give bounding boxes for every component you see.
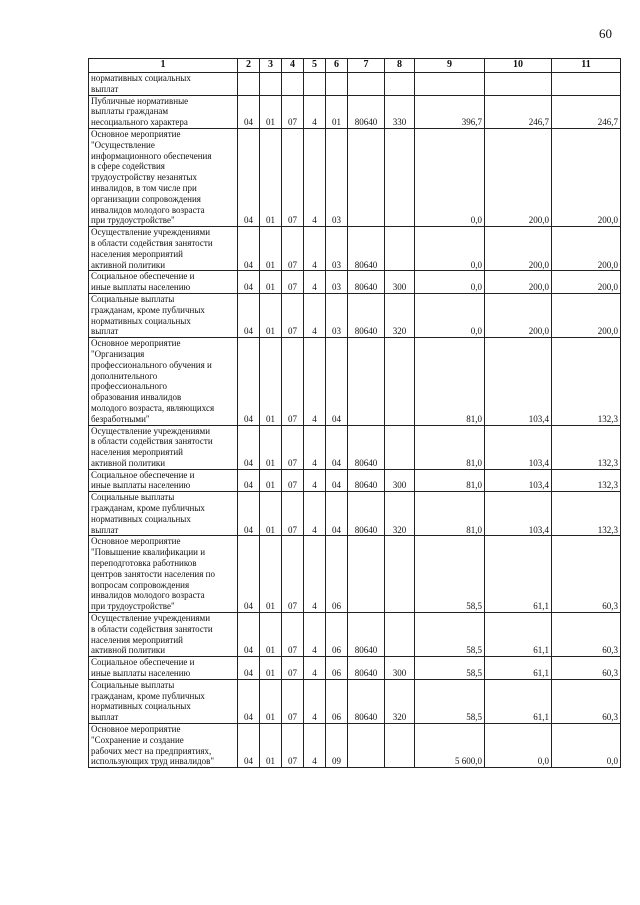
- code-program: 07: [282, 227, 304, 271]
- row-name-cell: [89, 492, 238, 536]
- row-name-line: в области содействия занятости: [91, 623, 213, 634]
- column-header: 2: [238, 59, 260, 73]
- code-subprogram: 4: [304, 95, 326, 128]
- row-name-line: нормативных социальных: [91, 315, 191, 326]
- code-expense-type: [385, 227, 415, 271]
- row-name-line: активной политики: [91, 259, 166, 270]
- row-name-line: нормативных социальных: [91, 73, 191, 83]
- column-header: 10: [485, 59, 552, 73]
- code-direction: 80640: [348, 613, 385, 657]
- code-measure: 01: [326, 95, 348, 128]
- row-name-line: "Сохранение и создание: [91, 734, 184, 745]
- row-name-line: Основное мероприятие: [91, 724, 181, 735]
- code-subprogram: 4: [304, 128, 326, 226]
- table-row: [89, 536, 621, 613]
- code-measure: 03: [326, 227, 348, 271]
- table-body: [89, 73, 621, 768]
- row-name-line: населения мероприятий: [91, 634, 183, 645]
- code-section: 04: [238, 536, 260, 613]
- row-name-line: инвалидов молодого возраста: [91, 590, 205, 601]
- table-row: [89, 492, 621, 536]
- row-name-line: при трудоустройстве": [91, 215, 175, 226]
- code-direction: 80640: [348, 271, 385, 294]
- row-name-line: нормативных социальных: [91, 513, 191, 524]
- code-subsection: 01: [260, 613, 282, 657]
- amount-col-11: [552, 73, 621, 96]
- code-direction: 80640: [348, 95, 385, 128]
- code-measure: 03: [326, 128, 348, 226]
- code-section: 04: [238, 128, 260, 226]
- code-measure: 04: [326, 469, 348, 492]
- code-expense-type: 320: [385, 293, 415, 337]
- row-name-cell: [89, 657, 238, 680]
- row-name-line: Социальное обеспечение и: [91, 469, 195, 480]
- code-subprogram: 4: [304, 536, 326, 613]
- amount-col-10: 61,1: [485, 657, 552, 680]
- code-measure: [326, 73, 348, 96]
- amount-col-11: 132,3: [552, 492, 621, 536]
- code-section: 04: [238, 724, 260, 768]
- code-measure: 03: [326, 271, 348, 294]
- row-name-line: в области содействия занятости: [91, 237, 213, 248]
- amount-col-9: [415, 73, 485, 96]
- code-program: [282, 73, 304, 96]
- amount-col-10: 103,4: [485, 469, 552, 492]
- row-name-line: нормативных социальных: [91, 701, 191, 712]
- code-measure: 06: [326, 536, 348, 613]
- row-name-line: вопросам сопровождения: [91, 579, 190, 590]
- code-direction: 80640: [348, 293, 385, 337]
- code-section: 04: [238, 492, 260, 536]
- row-name-line: "Осуществление: [91, 139, 155, 150]
- code-subsection: 01: [260, 271, 282, 294]
- amount-col-10: 200,0: [485, 227, 552, 271]
- code-subprogram: 4: [304, 657, 326, 680]
- amount-col-10: [485, 73, 552, 96]
- column-header: 4: [282, 59, 304, 73]
- code-subsection: 01: [260, 724, 282, 768]
- row-name-line: гражданам, кроме публичных: [91, 690, 205, 701]
- column-header: 5: [304, 59, 326, 73]
- code-subsection: 01: [260, 338, 282, 425]
- code-measure: 06: [326, 657, 348, 680]
- row-name-cell: [89, 724, 238, 768]
- column-header: 7: [348, 59, 385, 73]
- code-program: 07: [282, 657, 304, 680]
- row-name-cell: [89, 95, 238, 128]
- code-section: 04: [238, 425, 260, 469]
- row-name-line: Основное мероприятие: [91, 128, 181, 139]
- table-row: [89, 613, 621, 657]
- table-row: [89, 95, 621, 128]
- code-direction: 80640: [348, 679, 385, 723]
- code-direction: 80640: [348, 657, 385, 680]
- code-program: 07: [282, 338, 304, 425]
- code-subprogram: 4: [304, 425, 326, 469]
- code-measure: 06: [326, 679, 348, 723]
- row-name-line: молодого возраста, являющихся: [91, 402, 215, 413]
- amount-col-11: 132,3: [552, 425, 621, 469]
- code-measure: 04: [326, 338, 348, 425]
- row-name-cell: [89, 679, 238, 723]
- code-expense-type: 300: [385, 469, 415, 492]
- row-name-cell: [89, 271, 238, 294]
- amount-col-9: 396,7: [415, 95, 485, 128]
- column-number-row: [89, 59, 621, 73]
- row-name-line: инвалидов молодого возраста: [91, 204, 205, 215]
- code-program: 07: [282, 128, 304, 226]
- code-section: 04: [238, 227, 260, 271]
- row-name-cell: [89, 536, 238, 613]
- code-subprogram: 4: [304, 271, 326, 294]
- column-header: 1: [89, 59, 238, 73]
- amount-col-9: 81,0: [415, 338, 485, 425]
- code-expense-type: 300: [385, 657, 415, 680]
- row-name-cell: [89, 293, 238, 337]
- code-measure: 06: [326, 613, 348, 657]
- amount-col-9: 0,0: [415, 293, 485, 337]
- amount-col-11: 200,0: [552, 271, 621, 294]
- amount-col-9: 5 600,0: [415, 724, 485, 768]
- code-measure: 03: [326, 293, 348, 337]
- code-direction: 80640: [348, 492, 385, 536]
- row-name-line: Осуществление учреждениями: [91, 425, 211, 436]
- row-name-line: Социальные выплаты: [91, 492, 175, 503]
- row-name-line: иные выплаты населению: [91, 480, 191, 491]
- row-name-cell: [89, 338, 238, 425]
- amount-col-10: 61,1: [485, 536, 552, 613]
- column-header: 11: [552, 59, 621, 73]
- amount-col-9: 81,0: [415, 492, 485, 536]
- code-section: 04: [238, 293, 260, 337]
- row-name-cell: [89, 613, 238, 657]
- amount-col-9: 81,0: [415, 469, 485, 492]
- code-direction: [348, 128, 385, 226]
- code-section: 04: [238, 338, 260, 425]
- row-name-line: трудоустройству незанятых: [91, 172, 197, 183]
- amount-col-11: 246,7: [552, 95, 621, 128]
- code-program: 07: [282, 492, 304, 536]
- code-program: 07: [282, 536, 304, 613]
- amount-col-11: 200,0: [552, 128, 621, 226]
- row-name-line: Социальное обеспечение и: [91, 271, 195, 282]
- amount-col-10: 103,4: [485, 492, 552, 536]
- amount-col-11: 200,0: [552, 293, 621, 337]
- amount-col-9: 58,5: [415, 613, 485, 657]
- row-name-line: гражданам, кроме публичных: [91, 503, 205, 514]
- code-subsection: 01: [260, 469, 282, 492]
- code-subsection: 01: [260, 425, 282, 469]
- code-program: 07: [282, 293, 304, 337]
- code-expense-type: [385, 724, 415, 768]
- code-section: [238, 73, 260, 96]
- row-name-line: выплат: [91, 83, 119, 94]
- code-section: 04: [238, 613, 260, 657]
- code-expense-type: 320: [385, 492, 415, 536]
- row-name-cell: [89, 73, 238, 96]
- row-name-line: "Повышение квалификации и: [91, 547, 206, 558]
- amount-col-11: 60,3: [552, 679, 621, 723]
- row-name-cell: [89, 469, 238, 492]
- code-subsection: 01: [260, 492, 282, 536]
- amount-col-9: 81,0: [415, 425, 485, 469]
- code-section: 04: [238, 95, 260, 128]
- budget-table: [88, 58, 621, 768]
- code-expense-type: [385, 338, 415, 425]
- code-expense-type: [385, 613, 415, 657]
- amount-col-10: 61,1: [485, 613, 552, 657]
- amount-col-11: 200,0: [552, 227, 621, 271]
- row-name-cell: [89, 425, 238, 469]
- row-name-line: иные выплаты населению: [91, 282, 191, 293]
- row-name-line: населения мероприятий: [91, 447, 183, 458]
- row-name-line: рабочих мест на предприятиях,: [91, 745, 212, 756]
- amount-col-11: 0,0: [552, 724, 621, 768]
- table-row: [89, 469, 621, 492]
- column-header: 3: [260, 59, 282, 73]
- code-program: 07: [282, 724, 304, 768]
- amount-col-11: 60,3: [552, 657, 621, 680]
- code-direction: 80640: [348, 425, 385, 469]
- code-expense-type: [385, 536, 415, 613]
- amount-col-11: 132,3: [552, 469, 621, 492]
- table-row: [89, 227, 621, 271]
- code-measure: 09: [326, 724, 348, 768]
- column-header: 6: [326, 59, 348, 73]
- amount-col-10: 0,0: [485, 724, 552, 768]
- code-subsection: 01: [260, 227, 282, 271]
- code-subprogram: 4: [304, 227, 326, 271]
- code-expense-type: 320: [385, 679, 415, 723]
- amount-col-11: 132,3: [552, 338, 621, 425]
- code-program: 07: [282, 425, 304, 469]
- table-row: [89, 128, 621, 226]
- row-name-line: центров занятости населения по: [91, 568, 215, 579]
- code-section: 04: [238, 469, 260, 492]
- amount-col-9: 58,5: [415, 536, 485, 613]
- row-name-line: выплат: [91, 524, 119, 535]
- row-name-line: выплат: [91, 326, 119, 337]
- table-row: [89, 679, 621, 723]
- code-subprogram: [304, 73, 326, 96]
- amount-col-10: 200,0: [485, 271, 552, 294]
- row-name-line: дополнительного: [91, 370, 158, 381]
- code-program: 07: [282, 469, 304, 492]
- code-subsection: 01: [260, 657, 282, 680]
- row-name-line: Социальные выплаты: [91, 293, 175, 304]
- row-name-line: в области содействия занятости: [91, 436, 213, 447]
- table-row: [89, 425, 621, 469]
- row-name-line: использующих труд инвалидов": [91, 756, 215, 767]
- row-name-line: Основное мероприятие: [91, 338, 181, 349]
- code-expense-type: [385, 425, 415, 469]
- code-direction: [348, 338, 385, 425]
- row-name-line: Осуществление учреждениями: [91, 227, 211, 238]
- row-name-line: профессионального: [91, 381, 167, 392]
- code-section: 04: [238, 657, 260, 680]
- code-subsection: 01: [260, 679, 282, 723]
- row-name-cell: [89, 227, 238, 271]
- row-name-line: гражданам, кроме публичных: [91, 304, 205, 315]
- row-name-line: выплат: [91, 712, 119, 723]
- table-row: [89, 73, 621, 96]
- code-program: 07: [282, 679, 304, 723]
- row-name-line: несоциального характера: [91, 117, 188, 128]
- code-subsection: [260, 73, 282, 96]
- row-name-line: иные выплаты населению: [91, 668, 191, 679]
- row-name-line: организации сопровождения: [91, 193, 201, 204]
- code-subprogram: 4: [304, 724, 326, 768]
- row-name-line: при трудоустройстве": [91, 601, 175, 612]
- amount-col-10: 246,7: [485, 95, 552, 128]
- amount-col-10: 200,0: [485, 128, 552, 226]
- code-subprogram: 4: [304, 613, 326, 657]
- code-direction: [348, 724, 385, 768]
- amount-col-9: 58,5: [415, 679, 485, 723]
- code-program: 07: [282, 271, 304, 294]
- amount-col-10: 103,4: [485, 425, 552, 469]
- amount-col-10: 200,0: [485, 293, 552, 337]
- code-expense-type: 300: [385, 271, 415, 294]
- code-subprogram: 4: [304, 492, 326, 536]
- row-name-line: профессионального обучения и: [91, 359, 212, 370]
- amount-col-9: 0,0: [415, 128, 485, 226]
- row-name-line: переподготовка работников: [91, 558, 197, 569]
- code-section: 04: [238, 679, 260, 723]
- code-subsection: 01: [260, 128, 282, 226]
- code-subsection: 01: [260, 293, 282, 337]
- code-measure: 04: [326, 425, 348, 469]
- code-subprogram: 4: [304, 293, 326, 337]
- code-subsection: 01: [260, 95, 282, 128]
- row-name-line: Социальное обеспечение и: [91, 657, 195, 668]
- amount-col-9: 0,0: [415, 227, 485, 271]
- page-number: 60: [599, 26, 612, 41]
- table-row: [89, 724, 621, 768]
- amount-col-11: 60,3: [552, 536, 621, 613]
- amount-col-10: 61,1: [485, 679, 552, 723]
- code-program: 07: [282, 613, 304, 657]
- row-name-line: выплаты гражданам: [91, 106, 169, 117]
- code-direction: 80640: [348, 227, 385, 271]
- table-row: [89, 338, 621, 425]
- row-name-line: Осуществление учреждениями: [91, 613, 211, 624]
- amount-col-9: 58,5: [415, 657, 485, 680]
- table-row: [89, 271, 621, 294]
- row-name-line: населения мероприятий: [91, 248, 183, 259]
- row-name-line: образования инвалидов: [91, 392, 182, 403]
- table-row: [89, 657, 621, 680]
- table-row: [89, 293, 621, 337]
- row-name-line: Публичные нормативные: [91, 95, 189, 106]
- code-subprogram: 4: [304, 679, 326, 723]
- code-section: 04: [238, 271, 260, 294]
- code-program: 07: [282, 95, 304, 128]
- code-subprogram: 4: [304, 338, 326, 425]
- code-expense-type: [385, 128, 415, 226]
- row-name-cell: [89, 128, 238, 226]
- code-direction: 80640: [348, 469, 385, 492]
- code-subprogram: 4: [304, 469, 326, 492]
- code-expense-type: [385, 73, 415, 96]
- code-direction: [348, 536, 385, 613]
- column-header: 9: [415, 59, 485, 73]
- row-name-line: активной политики: [91, 645, 166, 656]
- code-subsection: 01: [260, 536, 282, 613]
- code-direction: [348, 73, 385, 96]
- row-name-line: Социальные выплаты: [91, 679, 175, 690]
- row-name-line: "Организация: [91, 348, 145, 359]
- row-name-line: активной политики: [91, 457, 166, 468]
- amount-col-9: 0,0: [415, 271, 485, 294]
- row-name-line: в сфере содействия: [91, 161, 165, 172]
- row-name-line: инвалидов, в том числе при: [91, 182, 197, 193]
- code-measure: 04: [326, 492, 348, 536]
- row-name-line: Основное мероприятие: [91, 536, 181, 547]
- column-header: 8: [385, 59, 415, 73]
- code-expense-type: 330: [385, 95, 415, 128]
- amount-col-10: 103,4: [485, 338, 552, 425]
- amount-col-11: 60,3: [552, 613, 621, 657]
- row-name-line: информационного обеспечения: [91, 150, 212, 161]
- row-name-line: безработными": [91, 413, 150, 424]
